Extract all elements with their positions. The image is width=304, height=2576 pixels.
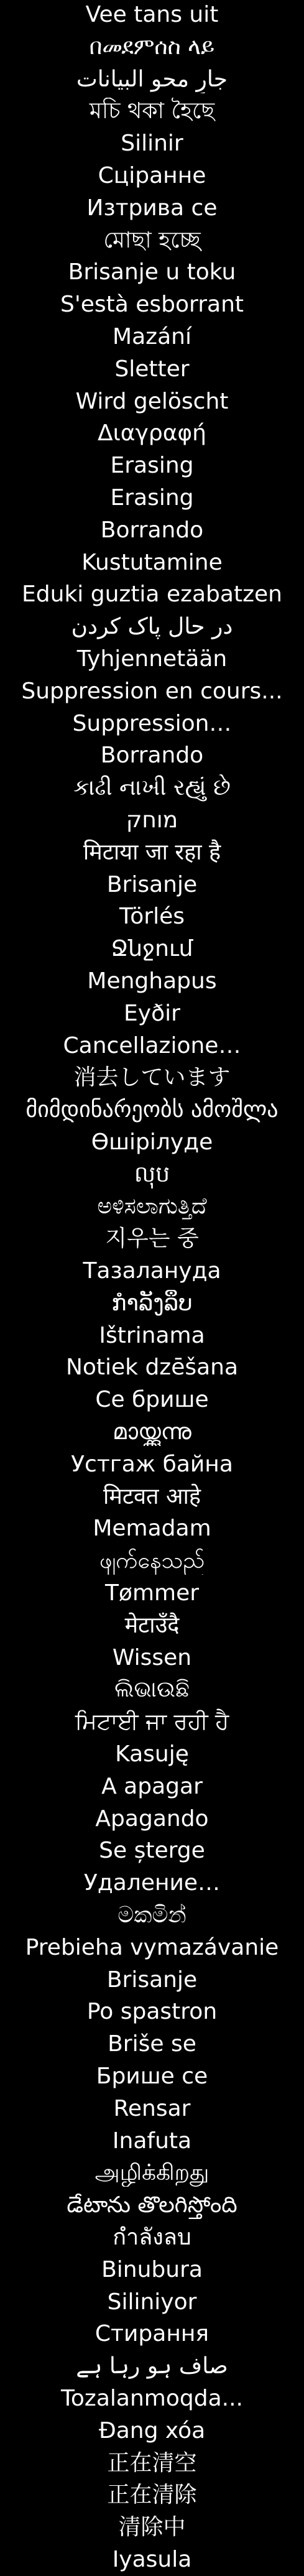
list-item: Изтрива се (86, 195, 218, 221)
list-item: በመደምሰስ ላይ (89, 34, 215, 60)
list-item: Vee tans uit (85, 2, 219, 27)
list-item: กำลังลบ (113, 2224, 191, 2250)
list-item: Wissen (112, 1644, 192, 1670)
list-item: Se șterge (99, 1838, 205, 1864)
list-item: മായ്ക്കുന്നു (113, 1419, 191, 1445)
list-item: 正在清空 (107, 2450, 197, 2476)
list-item: Brisanje u toku (68, 259, 236, 285)
list-item: मिटवत आहे (103, 1483, 201, 1509)
list-item: מוחק (126, 807, 178, 833)
list-item: Menghapus (87, 968, 217, 994)
list-item: Kustutamine (81, 549, 223, 575)
list-item: Silinir (121, 131, 183, 157)
list-item: Ջնջում (111, 936, 193, 962)
list-item: 지우는 중 (105, 1226, 199, 1252)
list-item: Mazání (113, 323, 191, 350)
list-item: Törlés (119, 904, 185, 930)
list-item: Notiek dzēšana (65, 1355, 239, 1381)
list-item: Po spastron (86, 1999, 218, 2025)
list-item: Briše se (108, 2031, 196, 2057)
list-item: Erasing (110, 453, 194, 479)
list-item: Iyasula (112, 2546, 192, 2572)
list-item: মচি থকা হৈছে (89, 98, 215, 124)
list-item: Eyðir (124, 1000, 180, 1026)
list-item: Брише се (96, 2064, 208, 2089)
list-item: Tømmer (104, 1580, 200, 1606)
list-item: அழிக்கிறது (94, 2160, 210, 2186)
list-item: Inafuta (112, 2128, 192, 2154)
list-item: მიმდინარეობს ამოშლა (25, 1097, 279, 1123)
list-item: Cancellazione… (63, 1032, 241, 1059)
list-item: Prebieha vymazávanie (25, 1934, 279, 1960)
list-item: Suppression… (72, 710, 232, 736)
list-item: Стирання (94, 2321, 210, 2347)
list-item: Kasuję (115, 1741, 189, 1768)
list-item: মোছা হচ্ছে (103, 227, 201, 253)
list-item: در حال پاک کردن (71, 614, 233, 640)
list-item: 清除中 (118, 2514, 186, 2541)
list-item: Ištrinama (99, 1322, 205, 1348)
list-item: Тазалануда (83, 1258, 221, 1284)
list-item: លុប (134, 1161, 170, 1187)
list-item: Tozalanmoqda... (61, 2385, 243, 2411)
list-item: Apagando (95, 1805, 209, 1832)
list-item: Се брише (95, 1387, 209, 1413)
list-item: ဖျက်နေသည် (99, 1548, 205, 1574)
list-item: جارٍ محو البيانات (76, 66, 228, 92)
list-item: Διαγραφή (98, 420, 206, 447)
list-item: Rensar (113, 2095, 191, 2121)
list-item: A apagar (101, 1773, 203, 1799)
list-item: Eduki guztia ezabatzen (22, 581, 282, 608)
list-item: Borrando (100, 517, 204, 543)
list-item: 消去しています (73, 1065, 231, 1091)
list-item: S'està esborrant (60, 292, 244, 318)
list-item: Устгаж байна (71, 1451, 233, 1477)
list-item: මකමින් (117, 1902, 187, 1929)
list-item: Borrando (100, 743, 204, 769)
list-item: Memadam (93, 1516, 211, 1542)
list-item: કાઢી નાખી રહ્યું છે (73, 775, 231, 801)
list-item: Brisanje (106, 1967, 198, 1993)
list-item: ਮਿਟਾਈ ਜਾ ਰਹੀ ਹੈ (75, 1709, 229, 1735)
list-item: డేటాను తొలగిస్తోంది (67, 2192, 237, 2218)
list-item: Siliniyor (107, 2289, 197, 2315)
list-item: Tyhjennetään (76, 646, 228, 672)
list-item: Өшірілуде (91, 1129, 213, 1155)
list-item: Đang xóa (98, 2417, 206, 2444)
list-item: मेटाउँदै (124, 1612, 180, 1638)
list-item: ଲିଭାଉଛି (114, 1677, 190, 1703)
list-item: Wird gelöscht (75, 388, 229, 414)
list-item: Suppression en cours... (21, 678, 283, 704)
list-item: मिटाया जा रहा है (83, 839, 221, 865)
list-item: Сціранне (98, 162, 206, 188)
list-item: ກຳລັງລຶບ (111, 1290, 193, 1316)
list-item: ಅಳಿಸಲಾಗುತ್ತಿದೆ (97, 1193, 207, 1220)
list-item: Удаление… (83, 1870, 221, 1896)
list-item: Erasing (110, 484, 194, 511)
list-item: Binubura (101, 2256, 203, 2282)
list-item: Sletter (114, 356, 190, 382)
list-item: Brisanje (106, 871, 198, 897)
list-item: صاف ہو رہا ہے (76, 2353, 228, 2379)
list-item: 正在清除 (107, 2482, 197, 2508)
